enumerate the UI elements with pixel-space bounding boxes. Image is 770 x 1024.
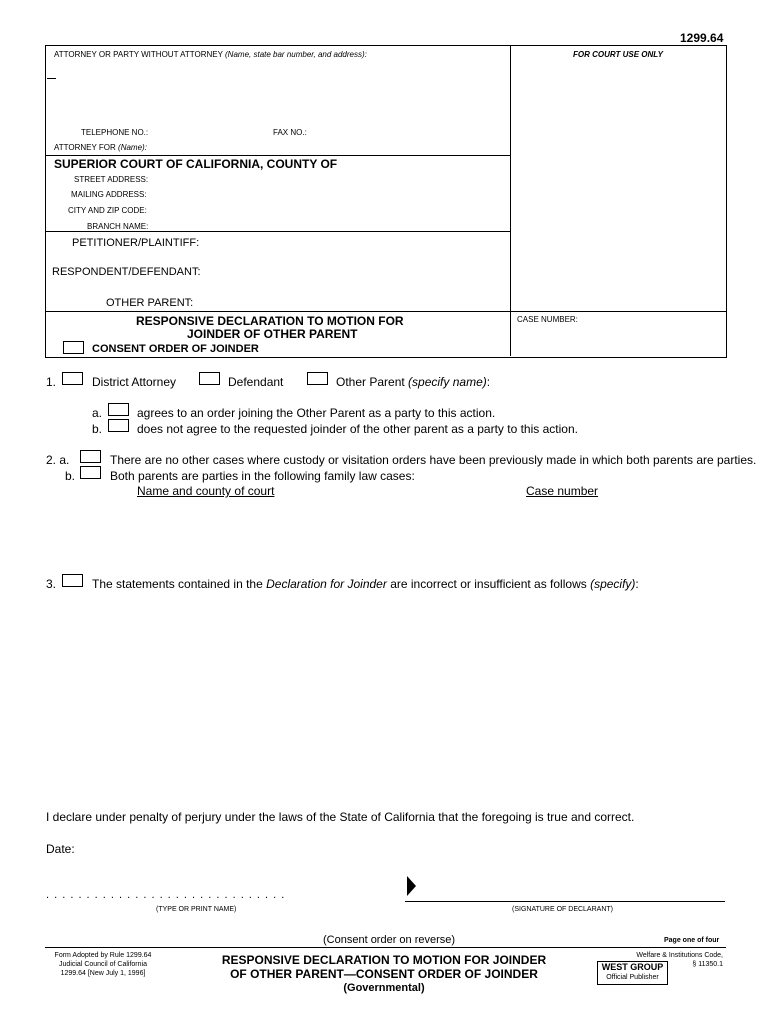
declaration-text: I declare under penalty of perjury under the laws of the State of California that the foregoing is true and correct. [46,810,635,824]
case-number-label: CASE NUMBER: [517,315,578,324]
consent-label: CONSENT ORDER OF JOINDER [92,343,259,355]
defendant-label: Defendant [228,375,284,389]
street-label: STREET ADDRESS: [74,175,149,184]
court-column-header: Name and county of court [137,484,275,498]
item2-number: 2. a. [46,453,70,467]
signature-arrow-icon [407,876,416,896]
signature-caption: (SIGNATURE OF DECLARANT) [512,906,613,913]
attorney-entry-mark [47,78,56,79]
form-title-line1: RESPONSIVE DECLARATION TO MOTION FOR [136,314,404,328]
caption-rule-3 [45,311,726,312]
other-parent-option: Other Parent (specify name): [336,375,491,389]
item2-b-checkbox[interactable] [80,466,101,479]
case-number-column-header: Case number [526,484,599,498]
item2-a-checkbox[interactable] [80,450,101,463]
city-label: CITY AND ZIP CODE: [68,206,147,215]
branch-label: BRANCH NAME: [87,222,149,231]
district-attorney-label: District Attorney [92,375,177,389]
caption-rule-1 [45,155,511,156]
attorney-label: ATTORNEY OR PARTY WITHOUT ATTORNEY (Name, state bar number, and address): [54,50,367,59]
item1-number: 1. [46,375,57,389]
item3-text: The statements contained in the Declaration for Joinder are incorrect or insufficient as follows (specify): [92,577,639,591]
petitioner-label: PETITIONER/PLAINTIFF: [72,237,200,249]
adoption-note: Form Adopted by Rule 1299.64 Judicial Council of California 1299.64 [New July 1, 1996] [54,952,152,977]
consent-reverse-note: (Consent order on reverse) [323,934,456,946]
court-name: SUPERIOR COURT OF CALIFORNIA, COUNTY OF [54,157,338,171]
defendant-checkbox[interactable] [199,372,220,385]
other-parent-label: OTHER PARENT: [106,297,194,309]
page-indicator: Page one of four [664,937,720,944]
print-name-caption: (TYPE OR PRINT NAME) [156,906,237,913]
other-parent-checkbox[interactable] [307,372,328,385]
form-title-line2: JOINDER OF OTHER PARENT [187,327,358,341]
court-use-label: FOR COURT USE ONLY [573,50,663,59]
item2-a-text: There are no other cases where custody or visitation orders have been previously made in which both parents are parties. [110,453,757,467]
form-number: 1299.64 [680,31,724,45]
respondent-label: RESPONDENT/DEFENDANT: [52,266,201,278]
item1-a-checkbox[interactable] [108,403,129,416]
item1-a-label: a. [92,406,103,420]
footer-title: RESPONSIVE DECLARATION TO MOTION FOR JOINDER OF OTHER PARENT—CONSENT ORDER OF JOINDER (Governmental) [221,953,547,994]
footer-rule [45,947,726,948]
code-citation: Welfare & Institutions Code, § 11350.1 [636,952,723,968]
item2-b-label: b. [65,469,76,483]
item3-checkbox[interactable] [62,574,83,587]
caption-divider [510,45,511,356]
fax-label: FAX NO.: [273,128,307,137]
signature-line[interactable] [405,901,725,902]
item1-b-checkbox[interactable] [108,419,129,432]
print-name-dots: . . . . . . . . . . . . . . . . . . . . . . . . . . . . . . [46,889,286,901]
publisher-badge: WEST GROUP Official Publisher [597,961,668,985]
item1-a-text: agrees to an order joining the Other Parent as a party to this action. [137,406,496,420]
item2-b-text: Both parents are parties in the following family law cases: [110,469,415,483]
item3-number: 3. [46,577,57,591]
item1-b-label: b. [92,422,103,436]
date-label: Date: [46,842,75,856]
item1-b-text: does not agree to the requested joinder of the other parent as a party to this action. [137,422,578,436]
consent-checkbox[interactable] [63,341,84,354]
attorney-for-label: ATTORNEY FOR (Name): [54,143,147,152]
mailing-label: MAILING ADDRESS: [71,190,147,199]
caption-rule-2 [45,231,511,232]
district-attorney-checkbox[interactable] [62,372,83,385]
telephone-label: TELEPHONE NO.: [81,128,149,137]
